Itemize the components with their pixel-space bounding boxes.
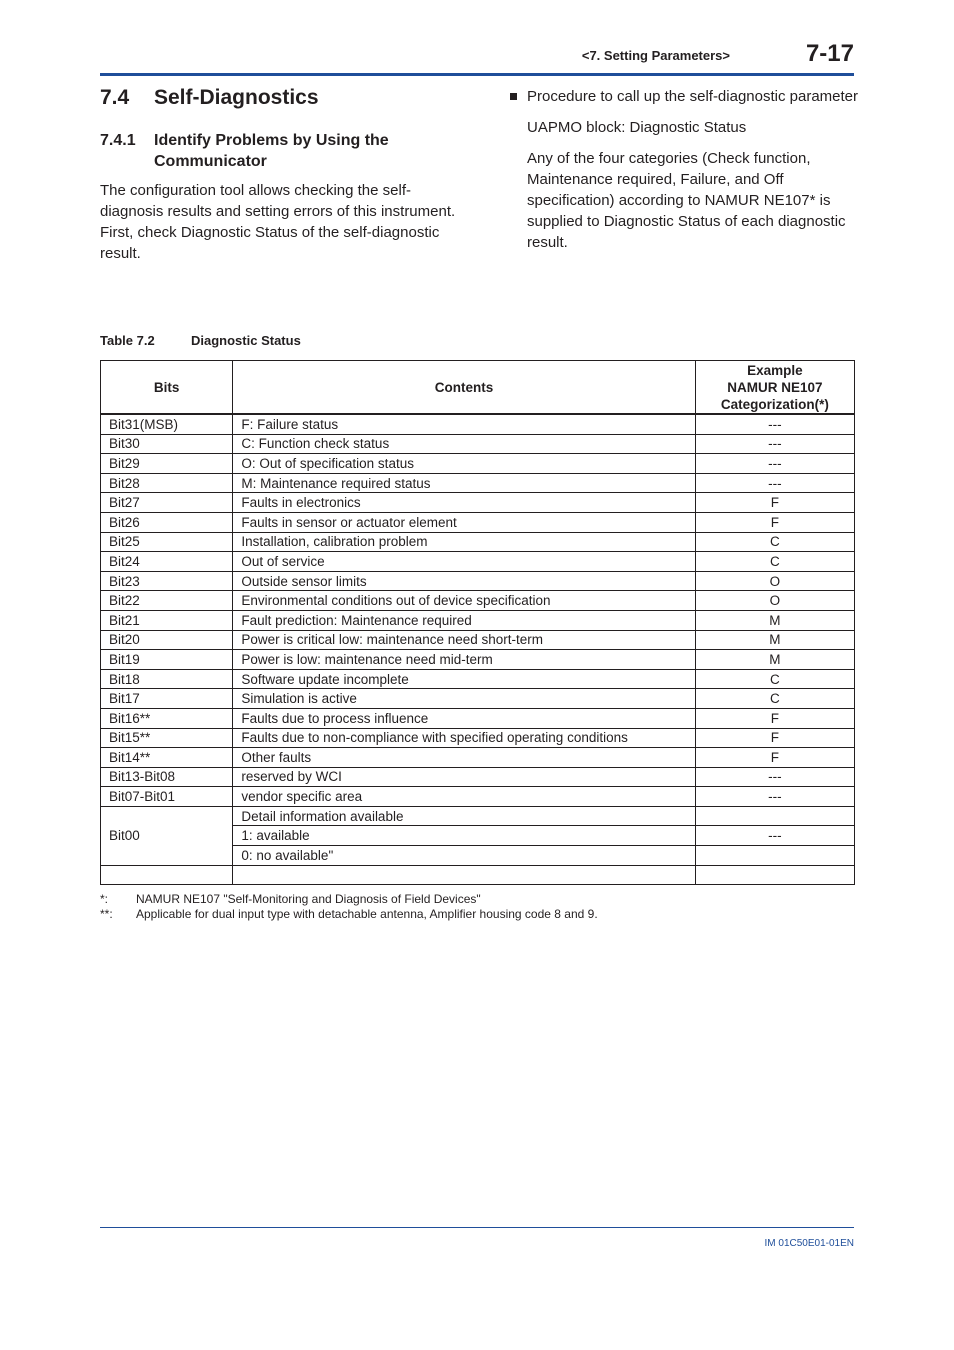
table-row bbox=[101, 552, 855, 572]
section-title bbox=[100, 86, 319, 110]
cell-category: M bbox=[695, 630, 854, 650]
table-row bbox=[101, 454, 855, 474]
cell-category: C bbox=[695, 532, 854, 552]
cell-bit00-line-1: Detail information available bbox=[233, 806, 695, 826]
cell-category: M bbox=[695, 610, 854, 630]
table-row bbox=[101, 512, 855, 532]
square-bullet-icon bbox=[510, 93, 517, 100]
table-row bbox=[101, 414, 855, 434]
cell-category: F bbox=[695, 512, 854, 532]
table-row bbox=[101, 630, 855, 650]
cell-bit00-line-2: 1: available bbox=[233, 826, 695, 846]
cell-category-empty bbox=[695, 806, 854, 826]
table-row bbox=[101, 610, 855, 630]
cell-bits-bit00: Bit00 bbox=[101, 806, 233, 865]
footnotes bbox=[100, 892, 598, 922]
cell-bits: Bit25 bbox=[101, 532, 233, 552]
cell-bits: Bit30 bbox=[101, 434, 233, 454]
cell-contents: Out of service bbox=[233, 552, 695, 572]
cell-category: C bbox=[695, 552, 854, 572]
procedure-bullet-text: Procedure to call up the self-diagnostic parameter bbox=[527, 88, 859, 105]
header-contents: Contents bbox=[233, 361, 695, 415]
cell-contents: reserved by WCI bbox=[233, 767, 695, 787]
right-paragraph-1: UAPMO block: Diagnostic Status bbox=[527, 119, 747, 136]
cell-contents: O: Out of specification status bbox=[233, 454, 695, 474]
cell-bits: Bit17 bbox=[101, 689, 233, 709]
cell-bits: Bit18 bbox=[101, 669, 233, 689]
diagnostic-status-table bbox=[100, 360, 855, 885]
cell-category: M bbox=[695, 650, 854, 670]
cell-contents: Faults due to process influence bbox=[233, 708, 695, 728]
cell-category: O bbox=[695, 571, 854, 591]
cell-contents: Power is low: maintenance need mid-term bbox=[233, 650, 695, 670]
right-body-text bbox=[508, 86, 858, 253]
cell-empty bbox=[101, 865, 233, 885]
table-row bbox=[101, 669, 855, 689]
right-paragraph-2: Any of the four categories (Check function, Maintenance required, Failure, and Off specification) according to NAMUR NE107* is supplied to Diagnostic Status of each diagnostic result. bbox=[527, 150, 846, 251]
table-caption-title: Diagnostic Status bbox=[191, 333, 301, 348]
left-body-text bbox=[100, 180, 460, 264]
header-example-line-2: NAMUR NE107 bbox=[727, 379, 823, 395]
left-paragraph-1: The configuration tool allows checking the self-diagnosis results and setting errors of this instrument. bbox=[100, 182, 456, 220]
table-caption-label: Table 7.2 bbox=[100, 333, 155, 348]
table-header-row bbox=[101, 361, 855, 415]
header-chapter: <7. Setting Parameters> bbox=[581, 48, 730, 63]
subsection-title bbox=[100, 130, 460, 172]
table-row bbox=[101, 650, 855, 670]
cell-bits: Bit21 bbox=[101, 610, 233, 630]
table-row bbox=[101, 787, 855, 807]
table-row-bit00 bbox=[101, 806, 855, 826]
cell-bits: Bit31(MSB) bbox=[101, 414, 233, 434]
footnote-text: NAMUR NE107 "Self-Monitoring and Diagnosis of Field Devices" bbox=[136, 892, 481, 906]
header-rule bbox=[100, 73, 854, 76]
footer-doc-id: IM 01C50E01-01EN bbox=[764, 1238, 854, 1249]
cell-bits: Bit26 bbox=[101, 512, 233, 532]
footnote-mark: **: bbox=[100, 907, 113, 921]
cell-category: --- bbox=[695, 473, 854, 493]
cell-contents: Outside sensor limits bbox=[233, 571, 695, 591]
cell-category: --- bbox=[695, 767, 854, 787]
cell-bits: Bit15** bbox=[101, 728, 233, 748]
cell-contents: Environmental conditions out of device specification bbox=[233, 591, 695, 611]
cell-category: F bbox=[695, 493, 854, 513]
header-example-line-3: Categorization(*) bbox=[720, 396, 829, 412]
cell-contents: Simulation is active bbox=[233, 689, 695, 709]
cell-category: --- bbox=[695, 414, 854, 434]
cell-bits: Bit13-Bit08 bbox=[101, 767, 233, 787]
cell-contents: Fault prediction: Maintenance required bbox=[233, 610, 695, 630]
cell-bits: Bit07-Bit01 bbox=[101, 787, 233, 807]
table-row bbox=[101, 591, 855, 611]
header-bits: Bits bbox=[101, 361, 233, 415]
cell-category-empty bbox=[695, 846, 854, 866]
cell-category: O bbox=[695, 591, 854, 611]
cell-empty bbox=[233, 865, 695, 885]
table-row bbox=[101, 767, 855, 787]
table-row bbox=[101, 728, 855, 748]
cell-bits: Bit29 bbox=[101, 454, 233, 474]
cell-contents: vendor specific area bbox=[233, 787, 695, 807]
cell-contents: Other faults bbox=[233, 748, 695, 768]
table-row bbox=[101, 748, 855, 768]
cell-category: F bbox=[695, 748, 854, 768]
subsection-title-text: Identify Problems by Using the Communicator bbox=[154, 132, 389, 170]
table-row-empty bbox=[101, 865, 855, 885]
table-row bbox=[101, 532, 855, 552]
cell-contents: F: Failure status bbox=[233, 414, 695, 434]
cell-category: --- bbox=[695, 434, 854, 454]
cell-category: C bbox=[695, 669, 854, 689]
footnote-mark: *: bbox=[100, 892, 109, 906]
cell-bits: Bit20 bbox=[101, 630, 233, 650]
cell-category: C bbox=[695, 689, 854, 709]
cell-contents: Faults in electronics bbox=[233, 493, 695, 513]
cell-bits: Bit19 bbox=[101, 650, 233, 670]
cell-bit00-line-3: 0: no available" bbox=[233, 846, 695, 866]
header-example bbox=[695, 361, 854, 415]
cell-contents: Power is critical low: maintenance need short-term bbox=[233, 630, 695, 650]
cell-contents: Faults in sensor or actuator element bbox=[233, 512, 695, 532]
cell-bits: Bit28 bbox=[101, 473, 233, 493]
cell-bits: Bit14** bbox=[101, 748, 233, 768]
footnote-2 bbox=[100, 907, 598, 922]
cell-bits: Bit23 bbox=[101, 571, 233, 591]
table-row bbox=[101, 434, 855, 454]
procedure-bullet bbox=[508, 86, 858, 107]
cell-contents: Installation, calibration problem bbox=[233, 532, 695, 552]
cell-bits: Bit22 bbox=[101, 591, 233, 611]
cell-bits: Bit16** bbox=[101, 708, 233, 728]
subsection-number: 7.4.1 bbox=[100, 132, 136, 149]
header-example-line-1: Example bbox=[747, 362, 803, 378]
footnote-text: Applicable for dual input type with detachable antenna, Amplifier housing code 8 and 9. bbox=[136, 907, 598, 921]
table-row bbox=[101, 473, 855, 493]
cell-contents: Software update incomplete bbox=[233, 669, 695, 689]
cell-category: --- bbox=[695, 787, 854, 807]
cell-empty bbox=[695, 865, 854, 885]
section-title-text: Self-Diagnostics bbox=[154, 86, 319, 109]
cell-contents: M: Maintenance required status bbox=[233, 473, 695, 493]
cell-category: F bbox=[695, 708, 854, 728]
section-number: 7.4 bbox=[100, 86, 130, 109]
table-row bbox=[101, 708, 855, 728]
header-page-number: 7-17 bbox=[805, 40, 854, 67]
cell-bits: Bit24 bbox=[101, 552, 233, 572]
table-row bbox=[101, 493, 855, 513]
cell-category: F bbox=[695, 728, 854, 748]
table-caption bbox=[100, 333, 301, 348]
cell-contents: C: Function check status bbox=[233, 434, 695, 454]
footnote-1 bbox=[100, 892, 598, 907]
table-row bbox=[101, 689, 855, 709]
left-paragraph-2: First, check Diagnostic Status of the self-diagnostic result. bbox=[100, 224, 440, 262]
cell-bits: Bit27 bbox=[101, 493, 233, 513]
cell-contents: Faults due to non-compliance with specified operating conditions bbox=[233, 728, 695, 748]
table-row bbox=[101, 571, 855, 591]
cell-category: --- bbox=[695, 454, 854, 474]
footer-rule bbox=[100, 1227, 854, 1228]
cell-category-bit00: --- bbox=[695, 826, 854, 846]
